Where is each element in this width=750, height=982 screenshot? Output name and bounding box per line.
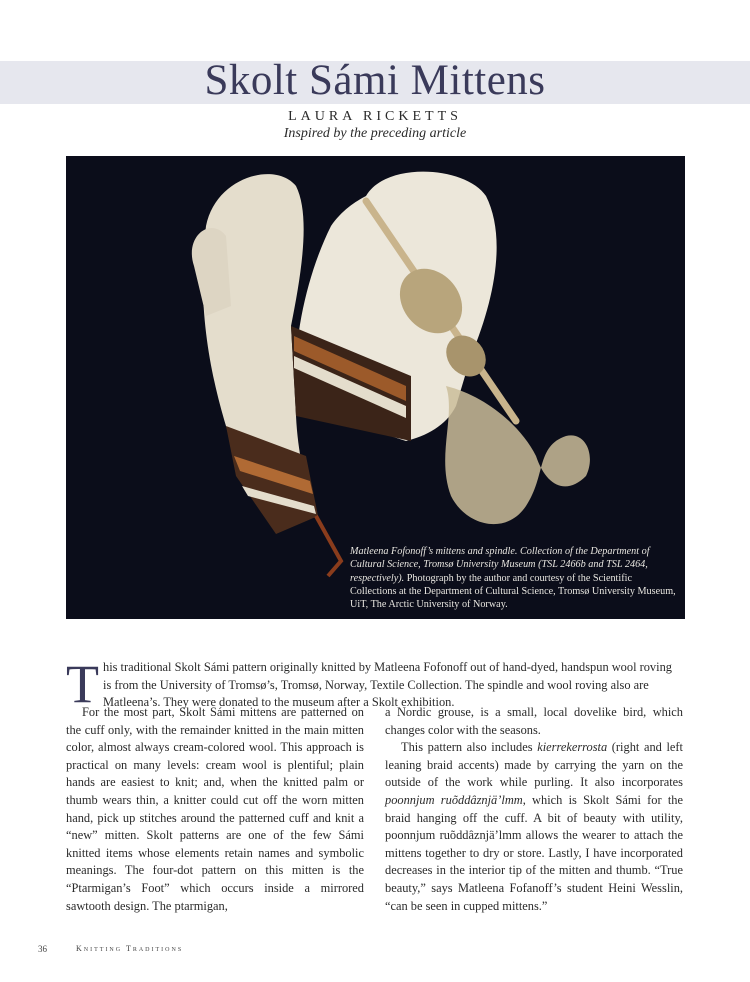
author-name: LAURA RICKETTS — [288, 109, 462, 124]
col2-text-c: , which is Skolt Sámi for the braid hanging off the cuff. A bit of beauty with utility, poonnjum ruõddâznjä’lmm allows the wearer to attach the mittens together to dry or store. Lastly, I have incorporated decreases in the interior tip of the mitten and thumb. “True beauty,” says Matleena Fofanoff’s student Heini Wesslin, “can be seen in cupped mittens.” — [385, 792, 683, 913]
col2-text-a: This pattern also includes — [401, 740, 538, 755]
term-poonnjum: poonnjum ruõddâznjä’lmm — [385, 792, 523, 807]
col2-paragraph-1: a Nordic grouse, is a small, local dovelike bird, which changes color with the seasons. — [385, 705, 683, 737]
caption-credit: Photograph by the author and courtesy of the Scientific Collections at the Department of Cultural Science, Tromsø University Museum, UiT, The Arctic University of Norway. — [350, 572, 676, 611]
col1-paragraph: For the most part, Skolt Sámi mittens are patterned on the cuff only, with the remainder knitted in the main mitten color, almost always cream-colored wool. This approach is practical on many levels: cream wool is plentiful; plain hands are easiest to knit; and, when the knitted palm or thumb wears thin, a knitter could cut off the worn mitten hand, pick up stitches around the patterned cuff and knit a “new” mitten. Skolt patterns are one of the few Sámi knitted items whose elements retain names and symbolic meanings. The four-dot pattern on this mitten is the “Ptarmigan’s Foot” which occurs inside a mirrored sawtooth design. The ptarmigan, — [66, 705, 364, 913]
left-mitten-thumb — [192, 228, 231, 316]
col2-paragraph-2 — [385, 739, 683, 915]
body-column-1 — [66, 704, 364, 915]
body-column-2 — [385, 704, 683, 915]
photo-caption — [350, 545, 680, 611]
wool-roving — [445, 386, 590, 524]
drop-cap: T — [66, 654, 99, 714]
intro-text: his traditional Skolt Sámi pattern originally knitted by Matleena Fofonoff out of hand-dyed, handspun wool roving is from the University of Tromsø’s, Tromsø, Norway, Textile Collection. The spindle and wool roving also are Matleena’s. They were donated to the museum after a Skolt exhibition. — [103, 660, 672, 710]
page-number: 36 — [38, 944, 47, 954]
article-title: Skolt Sámi Mittens — [204, 57, 546, 104]
col2-text-b: (right and left leaning braid accents) made by carrying the yarn on the outside of the work while purling. It also incorporates — [385, 740, 683, 790]
article-subtitle: Inspired by the preceding article — [283, 126, 467, 141]
term-kierrekerrosta: kierrekerrosta — [537, 740, 608, 755]
magazine-name: Knitting Traditions — [76, 944, 184, 953]
braid-cord — [316, 516, 341, 576]
caption-italic: Matleena Fofonoff’s mittens and spindle. Collection of the Department of Cultural Science, Tromsø University Museum (TSL 2466b and TSL 2464, respectively). — [350, 546, 650, 584]
mittens-photo — [66, 156, 685, 619]
